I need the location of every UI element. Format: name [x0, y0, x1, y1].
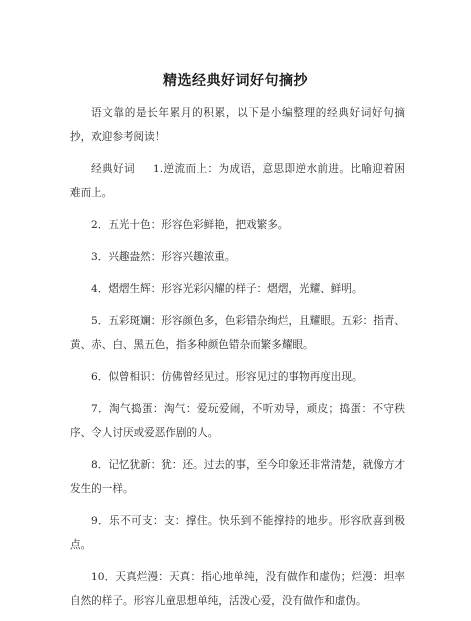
list-item: 9．乐不可支：支：撑住。快乐到不能撑持的地步。形容欣喜到极点。	[70, 515, 405, 551]
document-body	[70, 101, 405, 621]
document-title: 精选经典好词好句摘抄	[163, 73, 308, 89]
list-item: 5．五彩斑斓：形容颜色多，色彩错杂绚烂，且耀眼。五彩：指青、黄、赤、白、黑五色，指多种颜色错杂而繁多耀眼。	[70, 315, 405, 351]
list-item: 8．记忆犹新：犹：还。过去的事，至今印象还非常清楚，就像方才发生的一样。	[70, 459, 405, 495]
list-item: 2．五光十色：形容色彩鲜艳，把戏繁多。	[91, 219, 289, 231]
list-item: 6．似曾相识：仿佛曾经见过。形容见过的事物再度出现。	[91, 371, 363, 383]
item-text: 1.逆流而上：为成语，意思即逆水前进。比喻迎着困难而上。	[70, 163, 405, 199]
list-item: 7．淘气捣蛋：淘气：爱玩爱闹，不听劝导，顽皮；捣蛋：不守秩序、令人讨厌或爱恶作剧的人。	[70, 403, 405, 439]
list-item: 10．天真烂漫：天真：指心地单纯，没有做作和虚伪；烂漫：坦率自然的样子。形容儿童思想单纯，活泼心爱，没有做作和虚伪。	[70, 571, 405, 607]
list-item: 4．熠熠生辉：形容光彩闪耀的样子：熠熠，光耀、鲜明。	[91, 283, 363, 295]
intro-paragraph: 语文靠的是长年累月的积累，以下是小编整理的经典好词好句摘抄，欢迎参考阅读！	[70, 107, 405, 143]
list-item	[70, 157, 405, 205]
list-item: 3．兴趣盎然：形容兴趣浓重。	[91, 251, 236, 263]
section-label: 经典好词	[91, 163, 135, 175]
